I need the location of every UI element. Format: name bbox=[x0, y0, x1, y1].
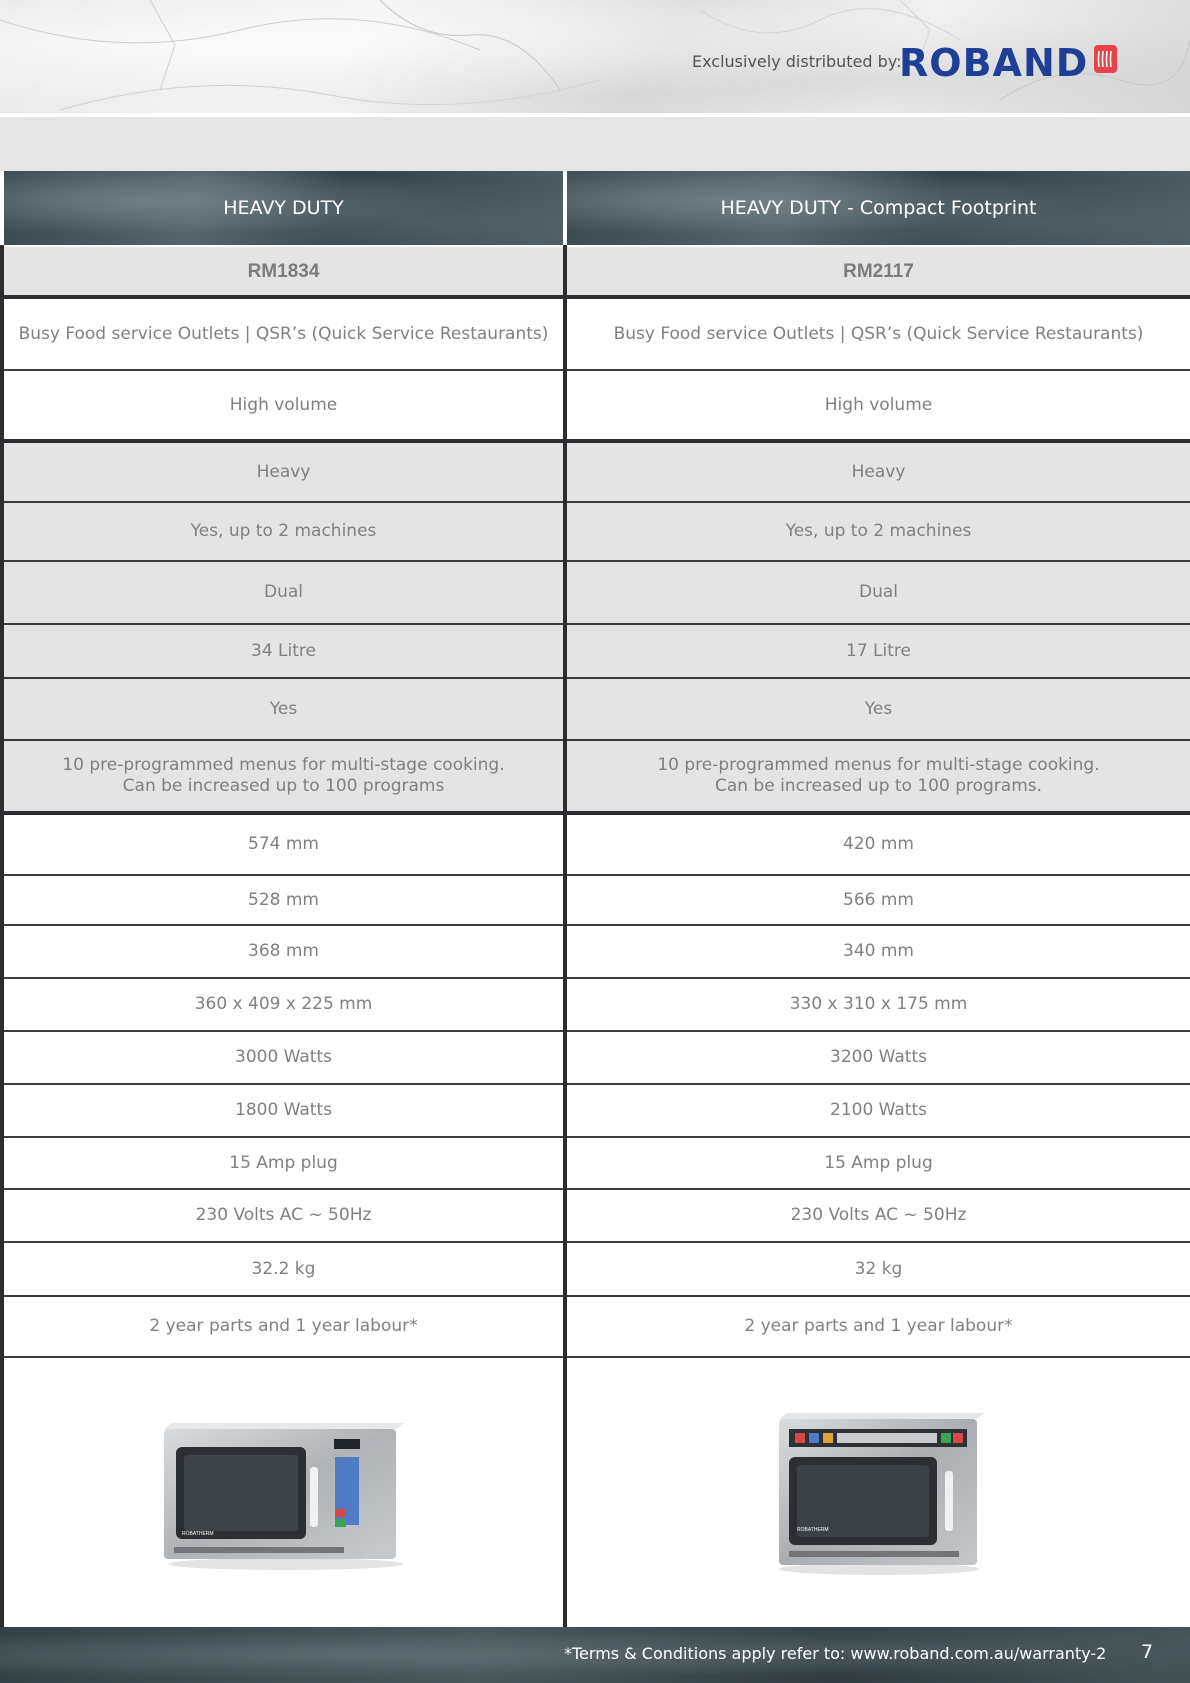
page-number: 7 bbox=[1141, 1641, 1154, 1663]
distributed-by-text: Exclusively distributed by: bbox=[692, 52, 902, 71]
height-cell: 368 mm bbox=[4, 926, 563, 977]
programs-cell bbox=[567, 741, 1190, 811]
application-cell: Busy Food service Outlets | QSR’s (Quick Service Restaurants) bbox=[567, 299, 1190, 369]
product-image-area bbox=[4, 1359, 563, 1628]
roband-logo-mark-icon bbox=[1094, 45, 1117, 73]
duty-cell: Heavy bbox=[567, 443, 1190, 501]
cavity-cell: 330 x 310 x 175 mm bbox=[567, 979, 1190, 1030]
depth-cell: 528 mm bbox=[4, 876, 563, 924]
footer-band bbox=[0, 1627, 1190, 1683]
depth-cell: 566 mm bbox=[567, 876, 1190, 924]
programs-line-2: Can be increased up to 100 programs. bbox=[714, 776, 1043, 796]
weight-cell: 32.2 kg bbox=[4, 1243, 563, 1295]
magnetron-cell: Dual bbox=[567, 562, 1190, 623]
warranty-cell: 2 year parts and 1 year labour* bbox=[4, 1297, 563, 1356]
grey-band bbox=[0, 117, 1190, 171]
volume-cell: High volume bbox=[4, 371, 563, 439]
output-power-cell: 1800 Watts bbox=[4, 1085, 563, 1136]
capacity-cell: 17 Litre bbox=[567, 625, 1190, 677]
programs-line-1: 10 pre-programmed menus for multi-stage cooking. bbox=[62, 755, 505, 775]
voltage-cell: 230 Volts AC ~ 50Hz bbox=[4, 1190, 563, 1241]
roband-logo: ROBAND bbox=[899, 41, 1089, 85]
stackable-cell: Yes, up to 2 machines bbox=[4, 503, 563, 560]
duty-cell: Heavy bbox=[4, 443, 563, 501]
programmable-cell: Yes bbox=[567, 679, 1190, 739]
weight-cell: 32 kg bbox=[567, 1243, 1190, 1295]
cavity-cell: 360 x 409 x 225 mm bbox=[4, 979, 563, 1030]
warranty-cell: 2 year parts and 1 year labour* bbox=[567, 1297, 1190, 1356]
width-cell: 574 mm bbox=[4, 815, 563, 874]
magnetron-cell: Dual bbox=[4, 562, 563, 623]
microwave-rm2117-image bbox=[567, 1359, 1190, 1628]
model-name: RM1834 bbox=[4, 247, 563, 295]
stackable-cell: Yes, up to 2 machines bbox=[567, 503, 1190, 560]
height-cell: 340 mm bbox=[567, 926, 1190, 977]
plug-cell: 15 Amp plug bbox=[4, 1138, 563, 1188]
microwave-brand-label: ROBATHERM bbox=[182, 1531, 214, 1537]
row-divider bbox=[567, 1356, 1190, 1358]
input-power-cell: 3000 Watts bbox=[4, 1032, 563, 1083]
volume-cell: High volume bbox=[567, 371, 1190, 439]
row-divider bbox=[4, 1356, 563, 1358]
width-cell: 420 mm bbox=[567, 815, 1190, 874]
category-header: HEAVY DUTY - Compact Footprint bbox=[567, 171, 1190, 245]
programs-cell bbox=[4, 741, 563, 811]
voltage-cell: 230 Volts AC ~ 50Hz bbox=[567, 1190, 1190, 1241]
microwave-rm1834-image bbox=[4, 1359, 563, 1628]
programmable-cell: Yes bbox=[4, 679, 563, 739]
model-name: RM2117 bbox=[567, 247, 1190, 295]
microwave-brand-label: ROBATHERM bbox=[797, 1527, 829, 1533]
programs-line-1: 10 pre-programmed menus for multi-stage cooking. bbox=[657, 755, 1100, 775]
programs-line-2: Can be increased up to 100 programs bbox=[122, 776, 445, 796]
input-power-cell: 3200 Watts bbox=[567, 1032, 1190, 1083]
capacity-cell: 34 Litre bbox=[4, 625, 563, 677]
terms-link-text[interactable]: *Terms & Conditions apply refer to: www.roband.com.au/warranty-2 bbox=[564, 1644, 1107, 1663]
marble-header-band bbox=[0, 0, 1190, 113]
product-image-area bbox=[567, 1359, 1190, 1628]
plug-cell: 15 Amp plug bbox=[567, 1138, 1190, 1188]
application-cell: Busy Food service Outlets | QSR’s (Quick Service Restaurants) bbox=[4, 299, 563, 369]
output-power-cell: 2100 Watts bbox=[567, 1085, 1190, 1136]
category-header: HEAVY DUTY bbox=[4, 171, 563, 245]
